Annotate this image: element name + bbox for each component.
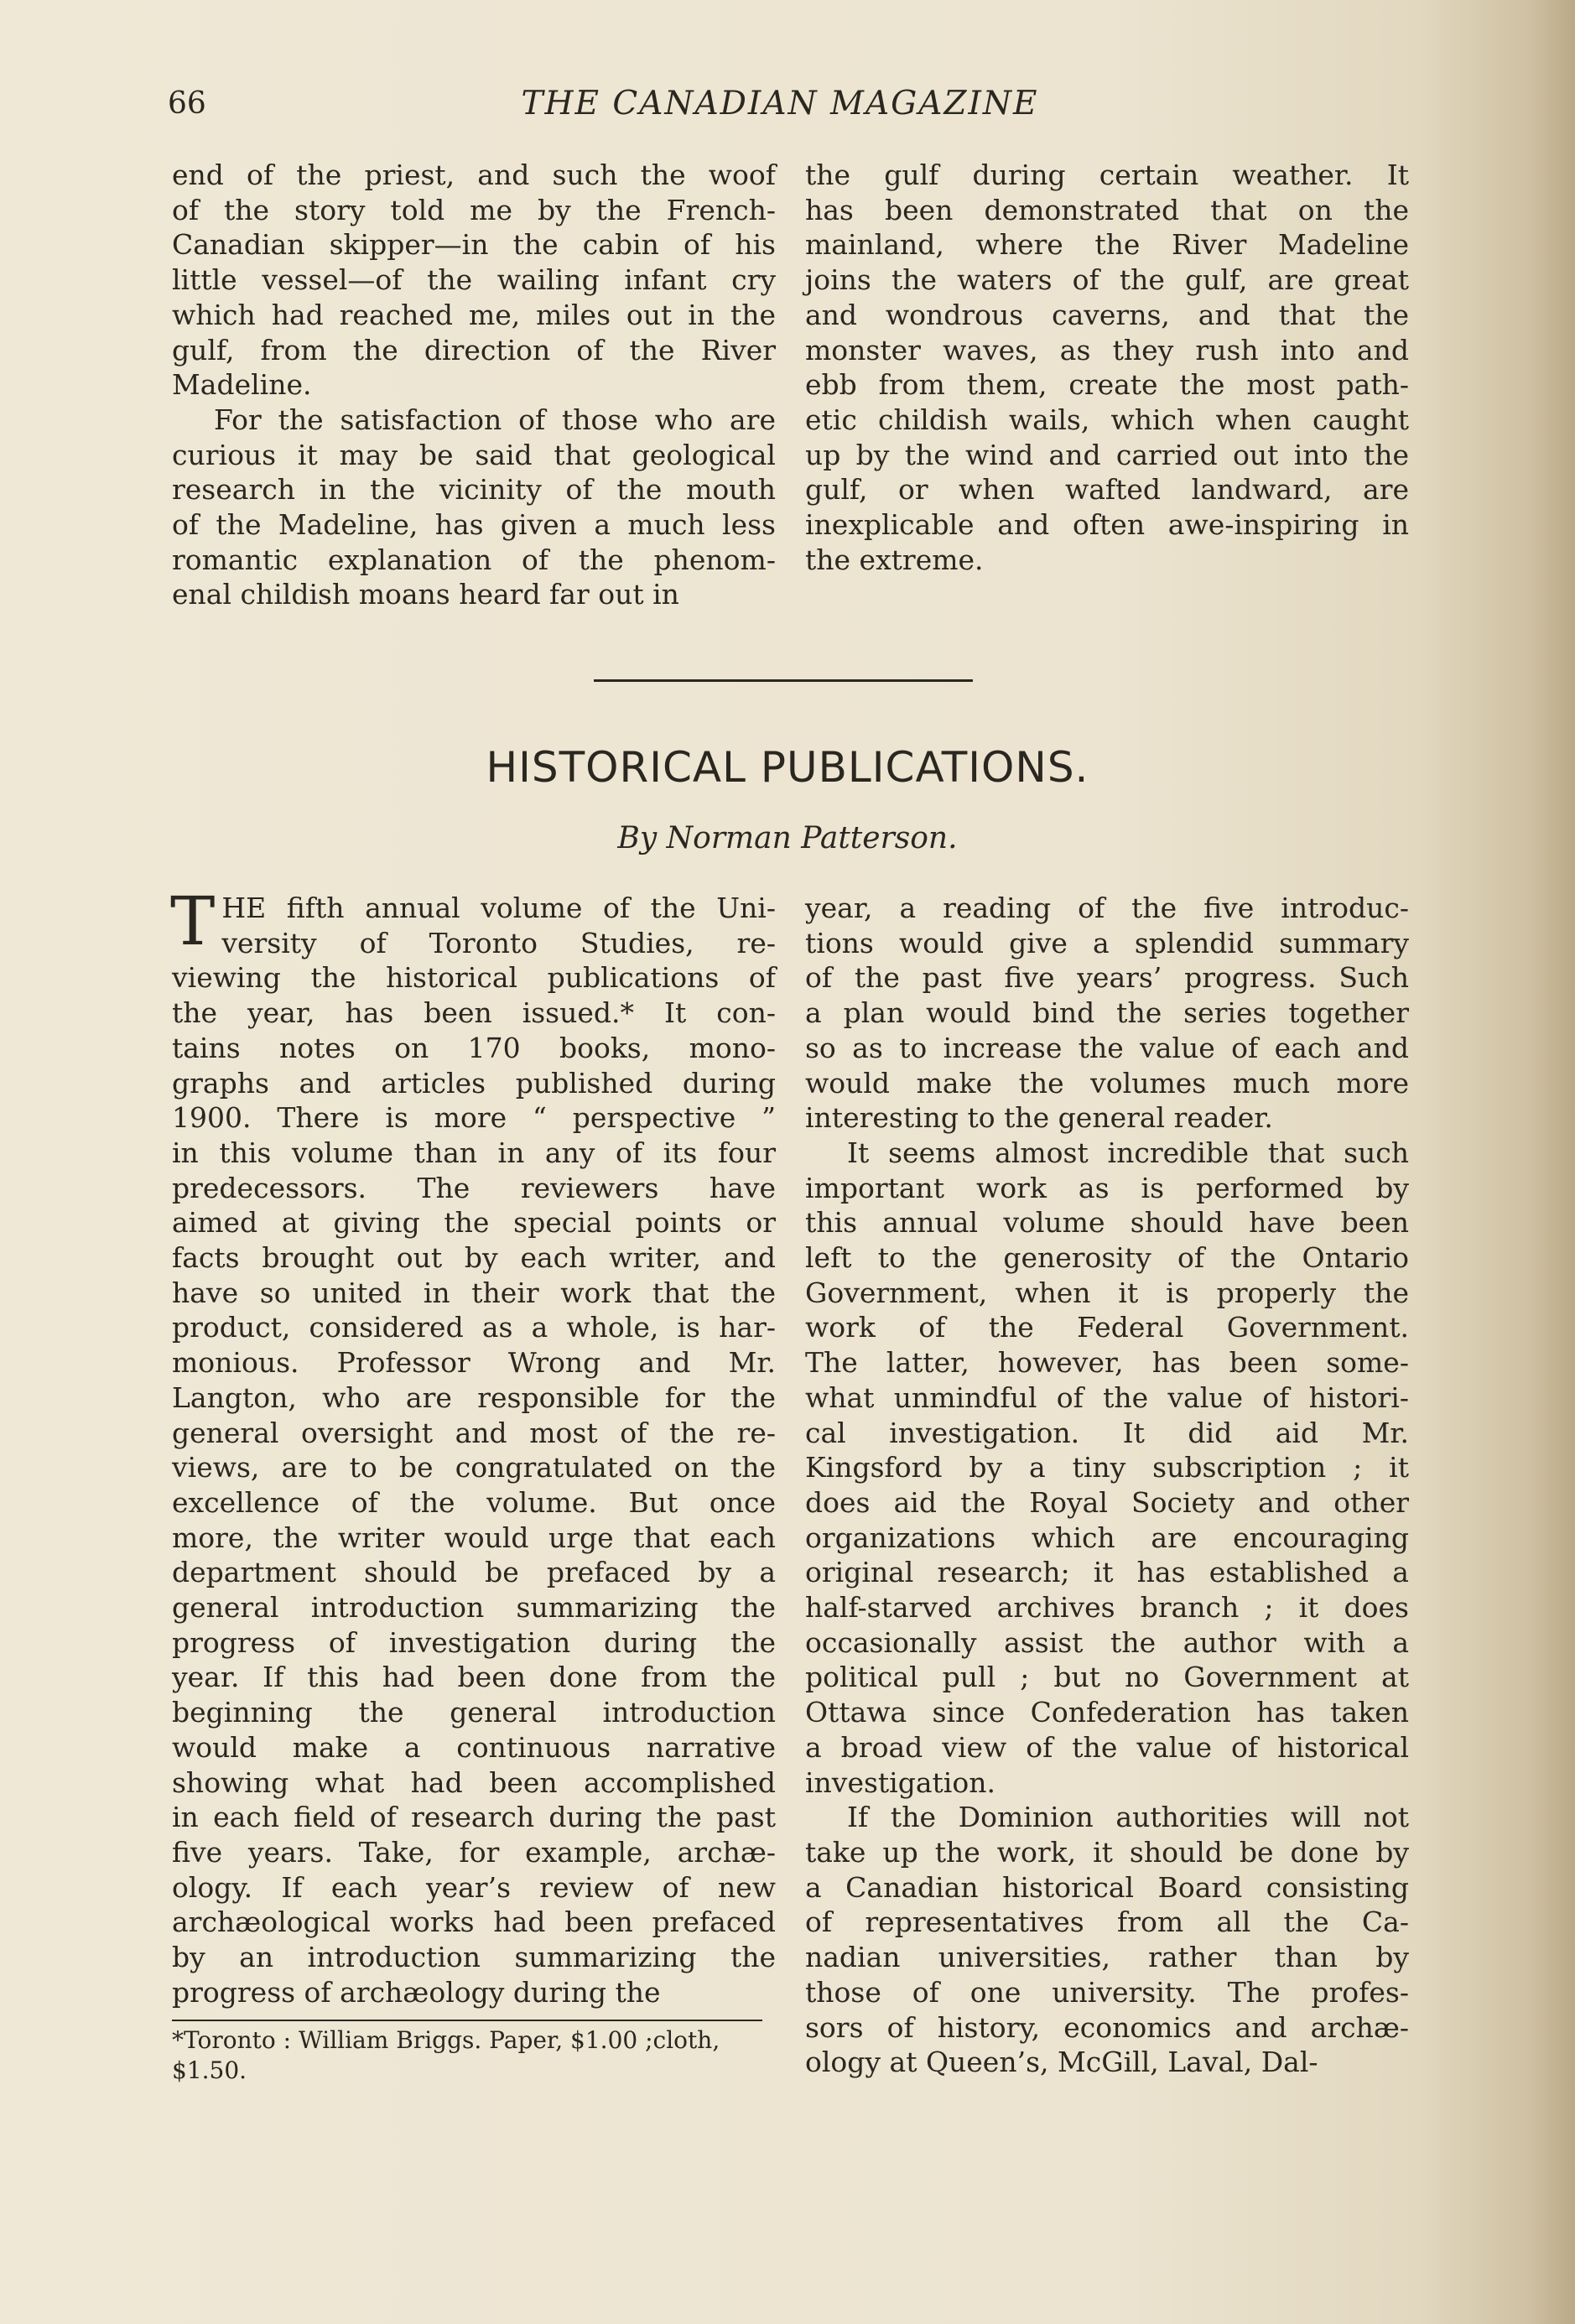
text-line: year. If this had been done from the — [172, 1661, 776, 1694]
text-line: cal investigation. It did aid Mr. — [805, 1416, 1409, 1449]
text-line: gulf, from the direction of the River — [172, 333, 776, 367]
text-line: year, a reading of the five introduc- — [805, 892, 1409, 924]
text-line: 1900. There is more “ perspective ” — [172, 1101, 776, 1135]
text-line: those of one university. The profes- — [805, 1975, 1409, 2009]
text-line: of representatives from all the Ca- — [805, 1905, 1409, 1939]
text-line: It seems almost incredible that such — [847, 1136, 1409, 1169]
text-line: political pull ; but no Government at — [805, 1661, 1409, 1694]
text-line: tains notes on 170 books, mono- — [172, 1031, 776, 1064]
text-line: this annual volume should have been — [805, 1206, 1409, 1240]
text-line: gulf, or when wafted landward, are — [805, 473, 1409, 507]
text-line: nadian universities, rather than by — [805, 1941, 1409, 1974]
text-line: work of the Federal Government. — [805, 1311, 1409, 1344]
text-line: which had reached me, miles out in the — [172, 298, 776, 331]
text-line: Langton, who are responsible for the — [172, 1380, 776, 1414]
text-line: in each field of research during the past — [172, 1801, 776, 1834]
text-line: of the story told me by the French- — [172, 193, 776, 226]
article-title: HISTORICAL PUBLICATIONS. — [486, 743, 1089, 792]
text-line: Kingsford by a tiny subscription ; it — [805, 1451, 1409, 1484]
text-line: *Toronto : William Briggs. Paper, $1.00 ; — [172, 2026, 653, 2054]
text-line: take up the work, it should be done by — [805, 1835, 1409, 1869]
text-line: sors of history, economics and archæ- — [805, 2010, 1409, 2044]
text-line: in this volume than in any of its four — [172, 1136, 776, 1169]
text-line: investigation. — [805, 1765, 995, 1799]
text-line: research in the vicinity of the mouth — [172, 473, 776, 507]
text-line: romantic explanation of the phenom- — [172, 543, 776, 576]
text-line: versity of Toronto Studies, re- — [221, 926, 776, 959]
page-header — [0, 84, 1575, 134]
text-line: aimed at giving the special points or — [172, 1206, 776, 1240]
text-line: inexplicable and often awe-inspiring in — [805, 508, 1409, 542]
text-line: ology. If each year’s review of new — [172, 1870, 776, 1904]
page-number: 66 — [168, 86, 206, 121]
text-line: If the Dominion authorities will not — [847, 1801, 1409, 1834]
text-line: of the past five years’ progress. Such — [805, 961, 1409, 995]
text-line: department should be prefaced by a — [172, 1556, 776, 1589]
section-divider — [594, 679, 973, 682]
text-line: showing what had been accomplished — [172, 1765, 776, 1799]
text-line: of the Madeline, has given a much less — [172, 508, 776, 542]
text-line: interesting to the general reader. — [805, 1101, 1273, 1135]
text-line: and wondrous caverns, and that the — [805, 298, 1409, 331]
article-right-column — [805, 891, 1409, 2080]
text-line: have so united in their work that the — [172, 1276, 776, 1309]
text-line: progress of investigation during the — [172, 1625, 776, 1659]
text-line: tions would give a splendid summary — [805, 926, 1409, 959]
text-line: the extreme. — [805, 543, 984, 576]
text-line: The latter, however, has been some- — [805, 1346, 1409, 1380]
text-line: the year, has been issued.* It con- — [172, 996, 776, 1030]
text-line: views, are to be congratulated on the — [172, 1451, 776, 1484]
text-line: predecessors. The reviewers have — [172, 1171, 776, 1204]
text-line: organizations which are encouraging — [805, 1521, 1409, 1554]
text-line: general introduction summarizing the — [172, 1591, 776, 1625]
running-title: THE CANADIAN MAGAZINE — [521, 85, 1039, 122]
text-line: what unmindful of the value of histori- — [805, 1380, 1409, 1414]
text-line: left to the generosity of the Ontario — [805, 1241, 1409, 1275]
text-line: joins the waters of the gulf, are great — [805, 263, 1409, 297]
text-line: a plan would bind the series together — [805, 996, 1409, 1030]
text-line: original research; it has established a — [805, 1556, 1409, 1589]
text-line: a Canadian historical Board consisting — [805, 1870, 1409, 1904]
text-line: has been demonstrated that on the — [805, 193, 1409, 226]
text-line: general oversight and most of the re- — [172, 1416, 776, 1449]
text-line: curious it may be said that geological — [172, 438, 776, 471]
text-line: For the satisfaction of those who are — [214, 403, 776, 436]
article-byline: By Norman Patterson. — [617, 821, 958, 855]
text-line: enal childish moans heard far out in — [172, 578, 679, 611]
drop-cap: T — [170, 882, 216, 960]
text-line: Madeline. — [172, 368, 312, 402]
text-line: Ottawa since Confederation has taken — [805, 1696, 1409, 1729]
text-line: by an introduction summarizing the — [172, 1941, 776, 1974]
footnote — [172, 2025, 763, 2086]
text-line: more, the writer would urge that each — [172, 1521, 776, 1554]
text-line: so as to increase the value of each and — [805, 1031, 1409, 1064]
text-line: progress of archæology during the — [172, 1975, 661, 2009]
text-line: important work as is performed by — [805, 1171, 1409, 1204]
text-line: the gulf during certain weather. It — [805, 159, 1409, 191]
text-line: half-starved archives branch ; it does — [805, 1591, 1409, 1625]
text-line: Canadian skipper—in the cabin of his — [172, 228, 776, 262]
text-line: cloth, $1.50. — [172, 2026, 720, 2084]
text-line: little vessel—of the wailing infant cry — [172, 263, 776, 297]
footnote-divider — [172, 2020, 762, 2021]
text-line: facts brought out by each writer, and — [172, 1241, 776, 1275]
text-line: mainland, where the River Madeline — [805, 228, 1409, 262]
prev-article-left-column — [172, 158, 776, 612]
text-line: product, considered as a whole, is har- — [172, 1311, 776, 1344]
text-line: monster waves, as they rush into and — [805, 333, 1409, 367]
text-line: five years. Take, for example, archæ- — [172, 1835, 776, 1869]
text-line: Government, when it is properly the — [805, 1276, 1409, 1309]
text-line: up by the wind and carried out into the — [805, 438, 1409, 471]
text-line: archæological works had been prefaced — [172, 1905, 776, 1939]
text-line: HE fifth annual volume of the Uni- — [221, 892, 776, 924]
text-line: monious. Professor Wrong and Mr. — [172, 1346, 776, 1380]
text-line: ology at Queen’s, McGill, Laval, Dal- — [805, 2046, 1318, 2079]
text-line: viewing the historical publications of — [172, 961, 776, 995]
text-line: would make a continuous narrative — [172, 1730, 776, 1764]
text-line: graphs and articles published during — [172, 1066, 776, 1100]
text-line: end of the priest, and such the woof — [172, 159, 776, 191]
text-line: a broad view of the value of historical — [805, 1730, 1409, 1764]
text-line: excellence of the volume. But once — [172, 1485, 776, 1519]
article-left-column — [170, 882, 776, 2010]
text-line: would make the volumes much more — [805, 1066, 1409, 1100]
text-line: occasionally assist the author with a — [805, 1625, 1409, 1659]
text-line: ebb from them, create the most path- — [805, 368, 1409, 402]
prev-article-right-column — [805, 158, 1409, 577]
text-line: does aid the Royal Society and other — [805, 1485, 1409, 1519]
text-line: etic childish wails, which when caught — [805, 403, 1409, 436]
text-line: beginning the general introduction — [172, 1696, 776, 1729]
